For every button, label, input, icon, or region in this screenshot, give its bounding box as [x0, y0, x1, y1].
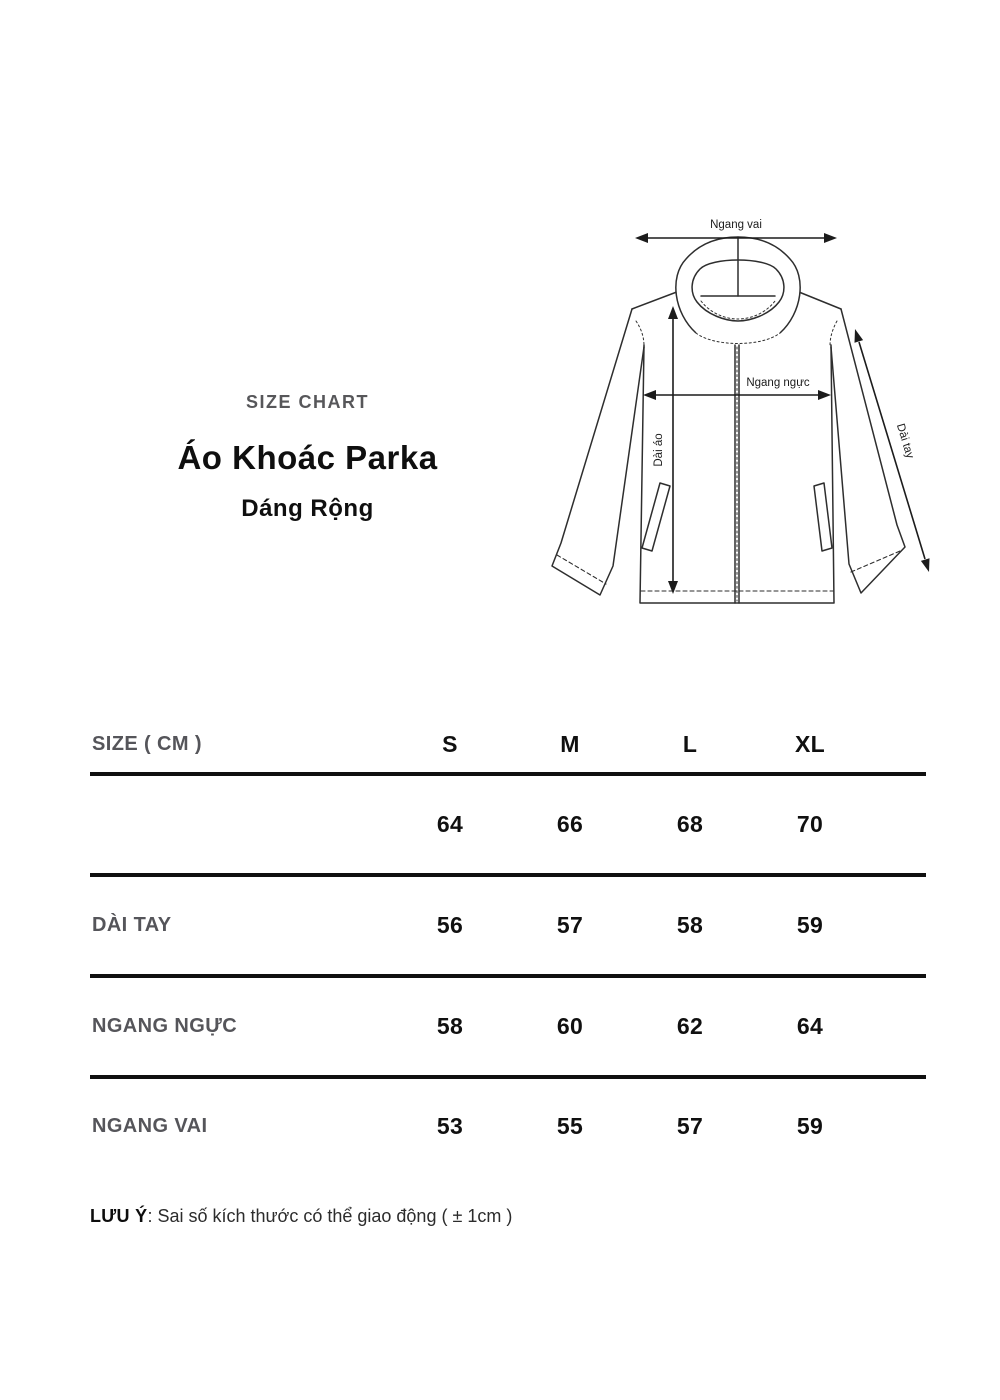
sleeve-length-arrow — [859, 342, 925, 559]
cell-value: 58 — [436, 1013, 464, 1039]
table-header-row — [90, 716, 926, 776]
jacket-sketch — [548, 195, 970, 640]
column-header-s: S — [442, 730, 458, 757]
cell-value: 56 — [436, 912, 464, 938]
right-cuff-seam — [851, 551, 900, 572]
title-block — [105, 392, 510, 523]
table-row — [90, 978, 926, 1079]
cell-value: 59 — [796, 912, 824, 938]
left-sleeve-outline — [552, 309, 644, 595]
table-row — [90, 776, 926, 877]
left-pocket — [642, 483, 670, 551]
column-header-xl: XL — [795, 730, 825, 757]
shoulder-width-label: Ngang vai — [710, 219, 762, 231]
cell-value: 70 — [796, 811, 824, 837]
right-shoulder-line — [794, 290, 841, 309]
cell-value: 53 — [436, 1113, 464, 1139]
cell-value: 59 — [796, 1113, 824, 1139]
size-table — [90, 716, 926, 1174]
tolerance-note-label: LƯU Ý — [90, 1206, 148, 1226]
sleeve-length-label: Dài tay — [893, 422, 916, 460]
column-header-m: M — [560, 730, 580, 757]
product-subtitle: Dáng Rộng — [241, 495, 374, 522]
chest-width-label: Ngang ngực — [746, 377, 810, 389]
column-header-l: L — [682, 730, 698, 757]
cell-value: 62 — [676, 1013, 704, 1039]
table-header-label: SIZE ( CM ) — [92, 732, 202, 755]
cell-value: 64 — [436, 811, 464, 837]
left-cuff-seam — [557, 555, 606, 584]
cell-value: 58 — [676, 912, 704, 938]
jacket-measurement-diagram — [548, 195, 970, 640]
row-label-ngang-nguc: NGANG NGỰC — [92, 1015, 238, 1037]
cell-value: 66 — [556, 811, 584, 837]
left-shoulder-line — [632, 290, 682, 309]
right-pocket — [814, 483, 832, 551]
cell-value: 55 — [556, 1113, 584, 1139]
size-chart-eyebrow: SIZE CHART — [246, 392, 369, 412]
table-row — [90, 877, 926, 978]
row-label-ngang-vai: NGANG VAI — [92, 1115, 208, 1137]
row-label-dai-tay: DÀI TAY — [92, 914, 172, 936]
hood-base-trim — [696, 333, 780, 344]
table-row — [90, 1079, 926, 1174]
product-title: Áo Khoác Parka — [177, 439, 438, 476]
cell-value: 57 — [556, 912, 584, 938]
left-armhole-seam — [636, 321, 644, 346]
cell-value: 64 — [796, 1013, 824, 1039]
cell-value: 57 — [676, 1113, 704, 1139]
right-armhole-seam — [830, 321, 837, 346]
right-sleeve-outline — [831, 309, 905, 593]
body-length-label: Dài áo — [653, 433, 665, 467]
cell-value: 68 — [676, 811, 704, 837]
cell-value: 60 — [556, 1013, 584, 1039]
tolerance-note — [90, 1206, 950, 1227]
tolerance-note-text: : Sai số kích thước có thể giao động ( ± 1cm ) — [147, 1206, 513, 1226]
